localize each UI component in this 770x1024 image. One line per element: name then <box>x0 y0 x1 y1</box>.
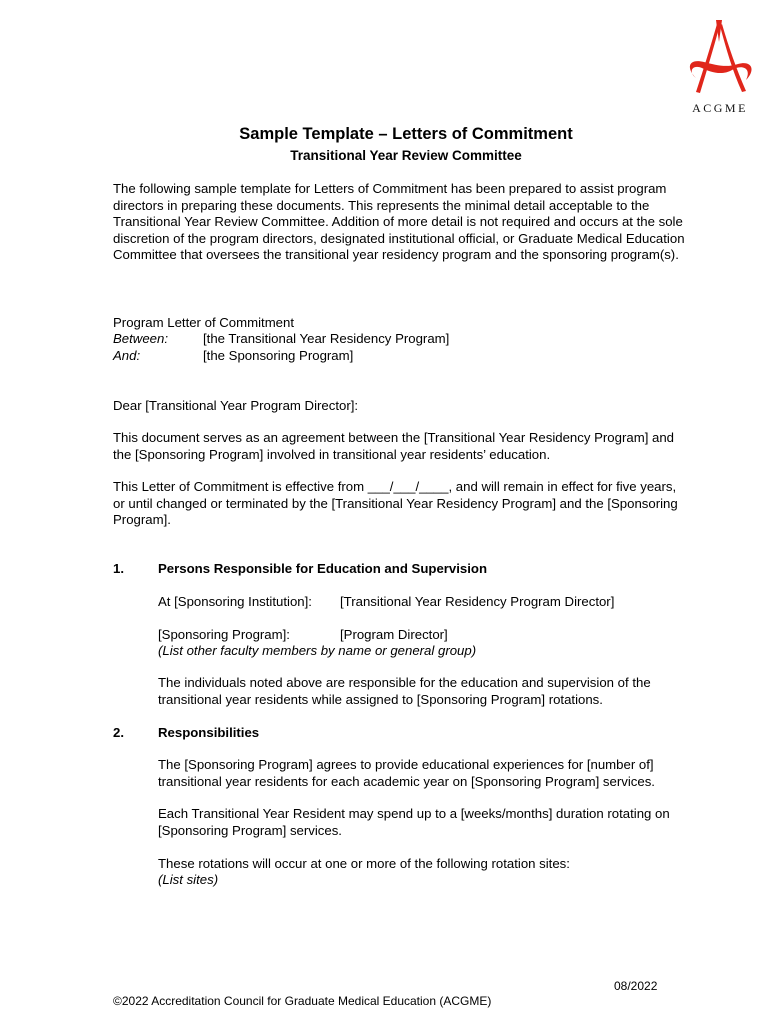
section-2-note: (List sites) <box>158 872 219 887</box>
and-label: And: <box>113 348 141 363</box>
row-1-value: [Transitional Year Residency Program Director] <box>340 594 615 609</box>
footer-date: 08/2022 <box>614 979 658 993</box>
between-value: [the Transitional Year Residency Program] <box>203 331 450 346</box>
and-value: [the Sponsoring Program] <box>203 348 354 363</box>
acgme-logo <box>676 18 760 118</box>
section-2-paragraph-1: The [Sponsoring Program] agrees to provide educational experiences for [number of] transitional year residents for each academic year on [Sponsoring Program] services. <box>158 757 655 789</box>
section-2-heading: Responsibilities <box>158 725 260 740</box>
section-2-paragraph-2: Each Transitional Year Resident may spend up to a [weeks/months] duration rotating on [Sponsoring Program] services. <box>158 806 670 838</box>
section-1-number: 1. <box>113 561 124 576</box>
document-subtitle: Transitional Year Review Committee <box>290 148 522 163</box>
letter-heading: Program Letter of Commitment <box>113 315 295 330</box>
between-row <box>113 331 713 348</box>
logo-text: ACGME <box>692 101 748 115</box>
section-1-row-2 <box>158 627 718 644</box>
and-row <box>113 348 713 365</box>
section-1-note: (List other faculty members by name or general group) <box>158 643 477 658</box>
acgme-logo-icon <box>676 18 760 102</box>
salutation: Dear [Transitional Year Program Director]: <box>113 398 359 413</box>
between-label: Between: <box>113 331 168 346</box>
document-title: Sample Template – Letters of Commitment <box>239 125 573 143</box>
section-1-row-1 <box>158 594 718 611</box>
footer-copyright: ©2022 Accreditation Council for Graduate Medical Education (ACGME) <box>113 994 492 1008</box>
row-1-label: At [Sponsoring Institution]: <box>158 594 312 609</box>
effective-paragraph: This Letter of Commitment is effective from ___/___/____, and will remain in effect for five years, or until changed or terminated by the [Transitional Year Residency Program] and the [Sponsoring Program]. <box>113 479 678 527</box>
section-2-number: 2. <box>113 725 124 740</box>
section-2-paragraph-3: These rotations will occur at one or more of the following rotation sites: <box>158 856 570 871</box>
intro-paragraph: The following sample template for Letters of Commitment has been prepared to assist program directors in preparing these documents. This represents the minimal detail acceptable to the Transitional Year Review Committee. Addition of more detail is not required and occurs at the sole discretion of the program directors, designated institutional official, or Graduate Medical Education Committee that oversees the transitional year residency program and the sponsoring program(s). <box>113 181 685 262</box>
row-2-value: [Program Director] <box>340 627 448 642</box>
section-1-body: The individuals noted above are responsible for the education and supervision of the transitional year residents while assigned to [Sponsoring Program] rotations. <box>158 675 651 707</box>
row-2-label: [Sponsoring Program]: <box>158 627 290 642</box>
agreement-paragraph: This document serves as an agreement between the [Transitional Year Residency Program] and the [Sponsoring Program] involved in transitional year residents’ education. <box>113 430 675 462</box>
section-1-heading: Persons Responsible for Education and Supervision <box>158 561 488 576</box>
